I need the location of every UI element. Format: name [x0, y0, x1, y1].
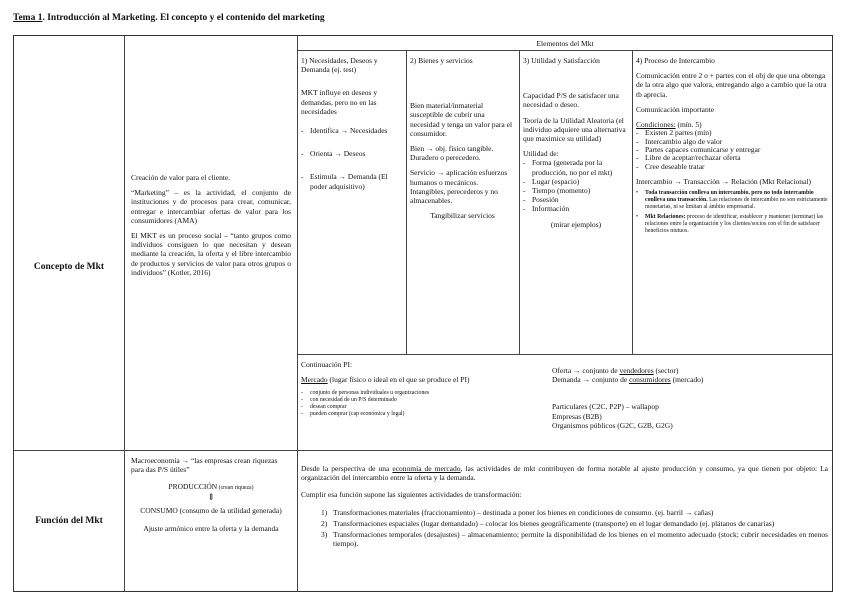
offer-sellers: vendedores	[619, 366, 654, 375]
macro-text: Macroeconomía → “las empresas crean riquezas para das P/S útiles”	[131, 456, 278, 475]
col-exchange-p1: Comunicación entre 2 o + partes con el obj de que una obtenga de la otra algo que valora, entregando algo a cambio que la otra tb aprecia.	[636, 71, 827, 99]
continuation-heading: Continuación PI:	[301, 360, 353, 369]
bullet-bold: Toda transacción conlleva un intercambio, pero no todo intercambio conlleva una transacción.	[645, 190, 814, 204]
transform-item	[317, 530, 828, 548]
utility-item: - Forma (generada por la producción, no por el mkt)	[523, 158, 629, 176]
summary-table	[13, 35, 833, 592]
condition-item: - Cree deseable tratar	[636, 163, 828, 171]
consumption-note: (consumo de la utilidad generada)	[177, 506, 282, 516]
offer-text: Oferta → conjunto de	[552, 366, 620, 375]
fulfill-text: Cumplir esa función supone las siguientes actividades de transformación:	[301, 490, 522, 500]
double-arrow-icon: ⇕	[207, 492, 215, 503]
exchange-chain: Intercambio → Transacción → Relación (Mkt Relacional)	[636, 177, 811, 187]
transform-text: Transformaciones materiales (fraccionamiento) – destinada a poner los bienes en condiciones de consumo. (ej. barril → cañas)	[333, 507, 714, 517]
market-type: Organismos públicos (G2C, G2B, G2G)	[552, 420, 673, 430]
market-item: - con necesidad de un P/S determinado	[301, 397, 551, 404]
function-label: Función del Mkt	[35, 516, 103, 526]
continuation-left	[301, 360, 551, 418]
col-exchange-title: 4) Proceso de Intercambio	[636, 56, 715, 65]
consumption-label: CONSUMO	[140, 506, 178, 516]
col-utility-p1: Capacidad P/S de satisfacer una necesidad o deseo.	[523, 91, 619, 110]
adjust-text: Ajuste armónico entre la oferta y la demanda	[143, 523, 279, 533]
col-needs	[301, 56, 401, 191]
title-rest: . Introducción al Marketing. El concepto y el contenido del marketing	[42, 13, 325, 23]
utility-item: - Tiempo (momento)	[523, 186, 629, 195]
utility-item: - Lugar (espacio)	[523, 177, 629, 186]
condition-item: - Libre de aceptar/rechazar oferta	[636, 154, 828, 162]
production-note: (crean riqueza)	[217, 485, 254, 492]
function-right	[301, 464, 828, 550]
col-needs-item: - Orienta → Deseos	[301, 149, 401, 158]
demand-consumers: consumidores	[629, 375, 671, 385]
col-needs-intro: MKT influye en deseos y demandas, pero no en las necesidades	[301, 88, 378, 116]
col-goods	[410, 56, 515, 220]
market-label: Mercado	[301, 375, 328, 385]
function-intro-rest: , las actividades de mkt contribuyen de forma notable al ajuste producción y consumo, ya que tienen por objeto: La organización del intercambio entre la oferta y la demanda.	[301, 464, 828, 483]
production-label: PRODUCCIÓN	[168, 482, 218, 492]
condition-item: - Partes capaces comunicarse y entregar	[636, 146, 828, 154]
bullet-bold: Mkt Relaciones:	[645, 214, 686, 221]
conditions-min: (mín. 5)	[675, 120, 702, 130]
col-utility-p2: Teoría de la Utilidad Aleatoria (el individuo adquiere una alternativa que maximice su utilidad)	[523, 115, 626, 144]
col-needs-item: - Identifica → Necesidades	[301, 126, 401, 135]
transform-number: 1)	[321, 507, 328, 517]
col-goods-title: 2) Bienes y servicios	[410, 56, 473, 65]
demand-text: Demanda → conjunto de	[552, 375, 630, 385]
col-needs-title: 1) Necesidades, Deseos y Demanda (ej. test)	[301, 56, 378, 75]
market-definition: (lugar físico o ideal en el que se produce el PI)	[327, 375, 470, 385]
col-goods-p4: Tangibilizar servicios	[430, 211, 495, 221]
transform-number: 3)	[321, 530, 328, 540]
col-utility	[523, 56, 629, 229]
utility-item: - Posesión	[523, 195, 629, 204]
offer-sector: (sector)	[653, 366, 679, 375]
bullet-rest: Las relaciones de intercambio no son estrictamente monetarias, ni se limitan al ámbito empresarial.	[645, 197, 828, 211]
market-item: - desean comprar	[301, 404, 551, 411]
market-item: - pueden comprar (cap económica y legal)	[301, 411, 551, 418]
bullet-rest: proceso de identificar, establecer y mantener (terminar) las relaciones entre la organización y los clientes/socios con el fin de satisfacer beneficios mutuos.	[645, 214, 824, 235]
transform-text: Transformaciones espaciales (lugar demandado) – colocar los bienes geográficamente (transporte) en el lugar demandado (ej. plátanos de canarias)	[333, 518, 775, 528]
col-utility-note: (mirar ejemplos)	[550, 219, 602, 229]
continuation-right	[552, 366, 828, 430]
col-goods-p3: Servicio → aplicación esfuerzos humanos o mecánicos. Intangibles, perecederos y no almacenables.	[410, 168, 508, 206]
elements-header: Elementos del Mkt	[536, 39, 594, 48]
market-item: - conjunto de personas individuales u organizaciones	[301, 390, 551, 397]
col-goods-p2: Bien → obj. físico tangible. Duradero o perecedero.	[410, 144, 494, 163]
market-economy: economía de mercado	[392, 464, 461, 473]
condition-item: - Existen 2 partes (mín)	[636, 129, 828, 137]
exchange-bullet	[636, 190, 828, 211]
demand-market: (mercado)	[670, 375, 704, 385]
transform-number: 2)	[321, 518, 328, 528]
market-type: Empresas (B2B)	[552, 411, 602, 421]
transform-text: Transformaciones temporales (desajustes) – almacenamiento; permite la disponibilidad de los bienes en el momento adecuado (stock; cubrir necesidades en menos tiempo).	[333, 530, 828, 549]
concept-p2: “Marketing” – es la actividad, el conjunto de instituciones y de procesos para crear, comunicar, entregar e intercambiar ofertas de valor para los consumidores (AMA)	[131, 188, 291, 225]
col-exchange	[636, 56, 828, 238]
exchange-bullet	[636, 214, 828, 235]
page-title	[13, 13, 325, 23]
conditions-label: Condiciones:	[636, 120, 676, 130]
col-needs-item: - Estimula → Demanda (El poder adquisitivo)	[301, 172, 401, 190]
col-goods-p1: Bien material/inmaterial susceptible de cubrir una necesidad y tenga un valor para el consumidor.	[410, 101, 513, 138]
col-utility-p3: Utilidad de:	[523, 149, 559, 159]
concept-p3: El MKT es un proceso social – “tanto grupos como individuos consiguen lo que necesitan y desean mediante la creación, la oferta y el libre intercambio de productos y servicios de valor para otros grupos o individuos” (Kotler, 2016)	[131, 231, 291, 277]
col-utility-title: 3) Utilidad y Satisfacción	[523, 56, 600, 65]
market-type: Particulares (C2C, P2P) – wallapop	[552, 402, 659, 412]
transform-item	[317, 508, 828, 517]
function-left	[131, 456, 291, 533]
function-intro: Desde la perspectiva de una	[301, 464, 393, 473]
concept-description	[131, 173, 291, 277]
condition-item: - Intercambio algo de valor	[636, 138, 828, 146]
utility-item: - Información	[523, 204, 629, 213]
concept-p1: Creación de valor para el cliente.	[131, 173, 231, 182]
col-exchange-p2: Comunicación importante	[636, 104, 715, 114]
transform-item	[317, 519, 828, 528]
title-prefix: Tema 1	[13, 13, 43, 23]
concept-label: Concepto de Mkt	[33, 262, 105, 272]
